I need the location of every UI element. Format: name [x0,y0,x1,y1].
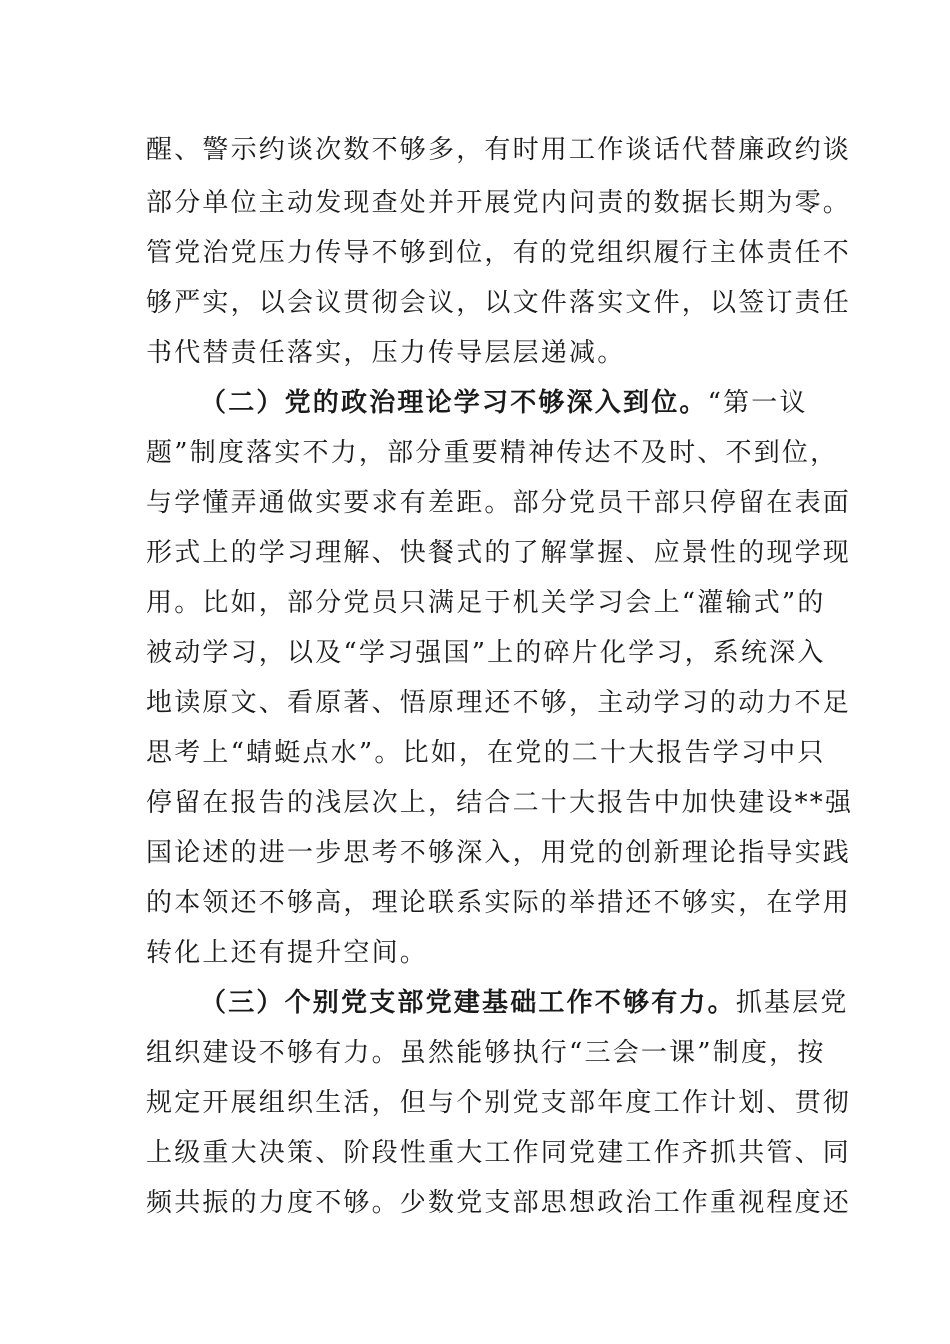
text-segment: 书代替责任落实，压力传导层层递减。 [146,338,626,368]
text-segment: 停留在报告的浅层次上，结合二十大报告中加快建设**强 [146,788,854,818]
text-line-19 [146,1038,826,1068]
text-line-7 [146,438,839,468]
section-heading-2 [200,388,806,418]
text-line-8 [146,488,852,518]
text-segment: 频共振的力度不够。少数党支部思想政治工作重视程度还 [146,1188,852,1218]
text-segment: 组织建设不够有力。虽然能够执行“三会一课”制度，按 [146,1038,826,1068]
text-segment: 的本领还不够高，理论联系实际的举措还不够实，在学用 [146,888,852,918]
text-segment: 形式上的学习理解、快餐式的了解掌握、应景性的现学现 [146,538,852,568]
text-segment: 与学懂弄通做实要求有差距。部分党员干部只停留在表面 [146,488,852,518]
text-segment: 管党治党压力传导不够到位，有的党组织履行主体责任不 [146,238,852,268]
text-line-17 [146,938,806,968]
text-line-12 [146,688,852,718]
text-line-2 [146,188,852,218]
text-line-1 [146,135,852,165]
text-line-3 [146,238,852,268]
text-segment: “第一议 [707,388,808,418]
text-line-16 [146,888,852,918]
text-segment: 部分单位主动发现查处并开展党内问责的数据长期为零。 [146,188,852,218]
text-line-10 [146,588,826,618]
text-segment: 转化上还有提升空间。 [146,938,429,968]
text-segment: 抓基层党 [735,988,849,1018]
text-segment: 国论述的进一步思考不够深入，用党的创新理论指导实践 [146,838,852,868]
text-segment: 用。比如，部分党员只满足于机关学习会上“灌输式”的 [146,588,826,618]
text-segment: 被动学习，以及“学习强国”上的碎片化学习，系统深入 [146,638,826,668]
text-line-5 [146,338,806,368]
text-line-13 [146,738,826,768]
text-segment: 题”制度落实不力，部分重要精神传达不及时、不到位， [146,438,839,468]
text-line-21 [146,1138,852,1168]
section-heading-3 [200,988,849,1018]
text-line-15 [146,838,852,868]
text-segment: 上级重大决策、阶段性重大工作同党建工作齐抓共管、同 [146,1138,852,1168]
text-line-14 [146,788,854,818]
text-line-9 [146,538,852,568]
text-line-4 [146,288,852,318]
text-segment: 思考上“蜻蜓点水”。比如，在党的二十大报告学习中只 [146,738,826,768]
text-segment: 醒、警示约谈次数不够多，有时用工作谈话代替廉政约谈 [146,135,852,165]
text-segment: 规定开展组织生活，但与个别党支部年度工作计划、贯彻 [146,1088,852,1118]
text-line-11 [146,638,826,668]
text-segment: 够严实，以会议贯彻会议，以文件落实文件，以签订责任 [146,288,852,318]
text-line-20 [146,1088,852,1118]
text-line-22 [146,1188,852,1218]
text-segment: 地读原文、看原著、悟原理还不够，主动学习的动力不足 [146,688,852,718]
heading-text: （二）党的政治理论学习不够深入到位。 [200,388,708,418]
heading-text: （三）个别党支部党建基础工作不够有力。 [200,988,736,1018]
